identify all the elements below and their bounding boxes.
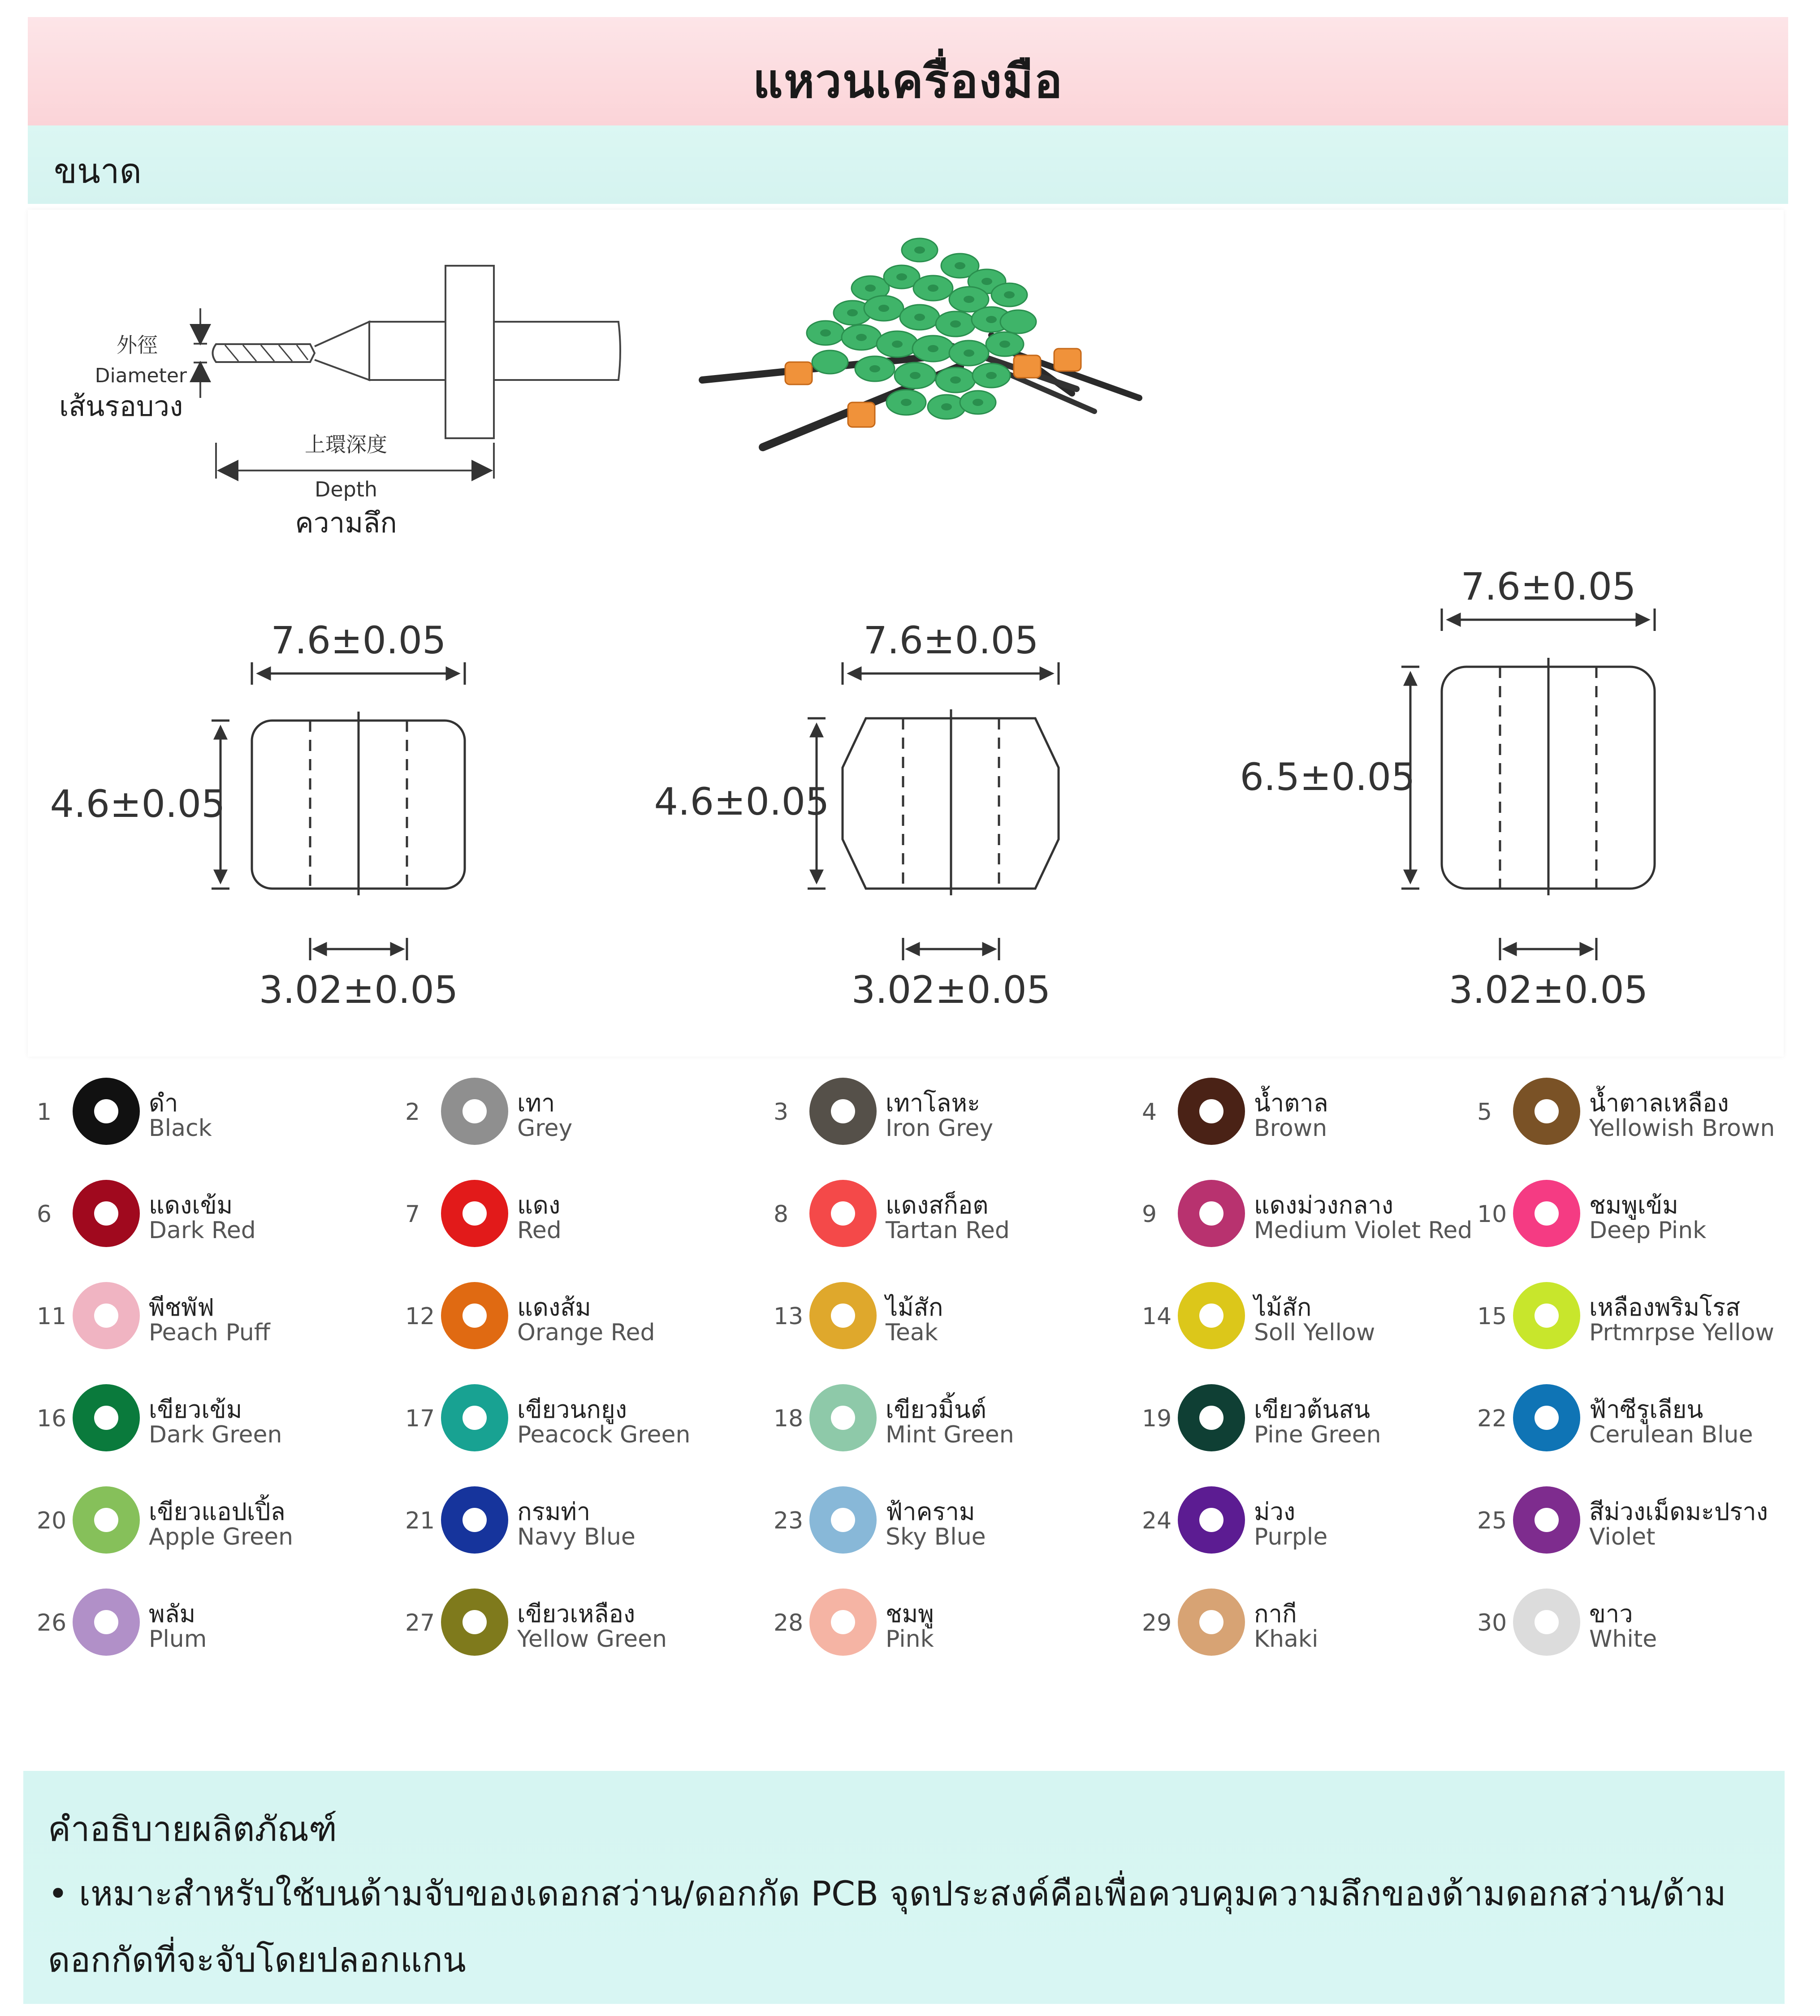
color-swatch-item bbox=[396, 1271, 764, 1360]
swatch-thai-name: ชมพูเข้ม bbox=[1589, 1191, 1678, 1219]
swatch-number: 1 bbox=[37, 1099, 52, 1126]
diameter-cn-label: 外徑 bbox=[117, 333, 158, 357]
drill-flute-shape bbox=[213, 344, 315, 362]
color-ring-icon bbox=[73, 1384, 140, 1451]
color-ring-icon bbox=[441, 1180, 508, 1247]
swatch-english-name: Soll Yellow bbox=[1254, 1319, 1375, 1346]
swatch-number: 4 bbox=[1142, 1099, 1157, 1126]
color-swatch-item bbox=[1468, 1066, 1820, 1156]
swatch-thai-name: น้ำตาล bbox=[1254, 1089, 1328, 1117]
swatch-thai-name: พีชพัฟ bbox=[149, 1293, 215, 1321]
profile-3-bore-label: 3.02±0.05 bbox=[1448, 968, 1648, 1012]
ring-hole bbox=[1535, 1099, 1559, 1123]
color-swatch-item bbox=[765, 1169, 1132, 1258]
swatch-number: 25 bbox=[1477, 1507, 1507, 1534]
swatch-thai-name: กากี bbox=[1254, 1600, 1297, 1628]
color-swatch-item bbox=[28, 1271, 395, 1360]
page-title: แหวนเครื่องมือ bbox=[752, 54, 1063, 108]
color-swatch-item bbox=[28, 1373, 395, 1463]
color-swatch-item bbox=[396, 1475, 764, 1565]
diameter-th-label: เส้นรอบวง bbox=[59, 390, 183, 423]
swatch-number: 6 bbox=[37, 1201, 52, 1228]
drill-ring bbox=[445, 266, 494, 438]
swatch-english-name: Dark Red bbox=[149, 1217, 256, 1244]
color-swatch-item bbox=[765, 1577, 1132, 1667]
profile-3-width-label: 7.6±0.05 bbox=[1461, 565, 1636, 609]
swatch-thai-name: แดงเข้ม bbox=[149, 1191, 233, 1219]
color-ring-icon bbox=[809, 1589, 877, 1656]
ring-hole bbox=[94, 1304, 118, 1328]
color-ring-icon bbox=[1178, 1486, 1245, 1554]
ring-hole bbox=[463, 1201, 487, 1226]
color-ring-icon bbox=[73, 1486, 140, 1554]
ring-hole bbox=[94, 1406, 118, 1430]
ring-hole bbox=[94, 1099, 118, 1123]
swatch-english-name: Dark Green bbox=[149, 1421, 282, 1448]
ring-hole bbox=[94, 1610, 118, 1634]
color-swatch-item bbox=[765, 1271, 1132, 1360]
ring-hole bbox=[831, 1508, 855, 1532]
swatch-thai-name: เทาโลหะ bbox=[886, 1089, 981, 1117]
ring-hole bbox=[1199, 1099, 1223, 1123]
swatch-english-name: Plum bbox=[149, 1626, 207, 1653]
swatch-thai-name: เขียวเหลือง bbox=[517, 1600, 635, 1628]
drill-taper bbox=[315, 322, 369, 380]
profile-2-height-label: 4.6±0.05 bbox=[654, 780, 830, 824]
color-swatch-item bbox=[1468, 1373, 1820, 1463]
ring-hole bbox=[831, 1610, 855, 1634]
ring-hole bbox=[463, 1304, 487, 1328]
color-swatch-item bbox=[1468, 1169, 1820, 1258]
color-ring-icon bbox=[1513, 1384, 1580, 1451]
swatch-english-name: Peach Puff bbox=[149, 1319, 270, 1346]
depth-th-label: ความลึก bbox=[295, 506, 397, 539]
color-swatch-grid bbox=[28, 1066, 1788, 1739]
ring-hole bbox=[463, 1099, 487, 1123]
color-swatch-item bbox=[396, 1373, 764, 1463]
color-swatch-item bbox=[28, 1169, 395, 1258]
ring-hole bbox=[831, 1304, 855, 1328]
color-ring-icon bbox=[441, 1486, 508, 1554]
swatch-number: 29 bbox=[1142, 1610, 1172, 1636]
color-swatch-item bbox=[1133, 1475, 1500, 1565]
color-ring-icon bbox=[809, 1486, 877, 1554]
swatch-number: 20 bbox=[37, 1507, 67, 1534]
swatch-english-name: Orange Red bbox=[517, 1319, 655, 1346]
swatch-number: 24 bbox=[1142, 1507, 1172, 1534]
color-ring-icon bbox=[1513, 1589, 1580, 1656]
swatch-english-name: Grey bbox=[517, 1115, 573, 1142]
description-body: • เหมาะสำหรับใช้บนด้ามจับของเดอกสว่าน/ดอกกัด PCB จุดประสงค์คือเพื่อควบคุมความลึกของด้ามดอกสว่าน/ด้ามดอกกัดที่จะจับโดยปลอกแกน bbox=[48, 1874, 1726, 1980]
color-ring-icon bbox=[73, 1282, 140, 1349]
swatch-english-name: Teak bbox=[886, 1319, 938, 1346]
profile-3-height-label: 6.5±0.05 bbox=[1240, 755, 1415, 799]
photo-orange-ring-1 bbox=[785, 362, 812, 384]
profile-1-width-label: 7.6±0.05 bbox=[271, 618, 446, 662]
swatch-number: 14 bbox=[1142, 1303, 1172, 1330]
color-ring-icon bbox=[441, 1282, 508, 1349]
swatch-thai-name: เขียวเข้ม bbox=[149, 1395, 242, 1424]
ring-hole bbox=[463, 1508, 487, 1532]
swatch-number: 2 bbox=[405, 1099, 420, 1126]
color-ring-icon bbox=[1178, 1589, 1245, 1656]
swatch-english-name: Brown bbox=[1254, 1115, 1327, 1142]
ring-hole bbox=[1535, 1508, 1559, 1532]
ring-hole bbox=[1535, 1610, 1559, 1634]
ring-profile-2 bbox=[808, 662, 1059, 960]
swatch-thai-name: แดงสก็อต bbox=[886, 1191, 989, 1219]
swatch-number: 5 bbox=[1477, 1099, 1492, 1126]
swatch-thai-name: ฟ้าซีรูเลียน bbox=[1589, 1395, 1703, 1424]
color-swatch-item bbox=[765, 1066, 1132, 1156]
color-ring-icon bbox=[1513, 1486, 1580, 1554]
swatch-thai-name: น้ำตาลเหลือง bbox=[1589, 1089, 1729, 1117]
color-ring-icon bbox=[809, 1384, 877, 1451]
color-swatch-item bbox=[1133, 1373, 1500, 1463]
color-ring-icon bbox=[1178, 1078, 1245, 1145]
color-ring-icon bbox=[441, 1589, 508, 1656]
color-swatch-item bbox=[28, 1475, 395, 1565]
swatch-thai-name: เหลืองพริมโรส bbox=[1589, 1293, 1741, 1321]
ring-hole bbox=[94, 1508, 118, 1532]
swatch-thai-name: สีม่วงเม็ดมะปราง bbox=[1589, 1498, 1768, 1526]
swatch-thai-name: ฟ้าคราม bbox=[886, 1498, 975, 1526]
color-ring-icon bbox=[441, 1078, 508, 1145]
ring-hole bbox=[94, 1201, 118, 1226]
swatch-thai-name: ขาว bbox=[1589, 1600, 1633, 1628]
swatch-thai-name: พลัม bbox=[149, 1600, 196, 1628]
color-ring-icon bbox=[1178, 1384, 1245, 1451]
color-swatch-item bbox=[1468, 1271, 1820, 1360]
swatch-english-name: Tartan Red bbox=[886, 1217, 1010, 1244]
profile-1-height-label: 4.6±0.05 bbox=[50, 782, 225, 826]
ring-hole bbox=[1535, 1304, 1559, 1328]
ring-hole bbox=[463, 1610, 487, 1634]
drill-flute-lines bbox=[225, 345, 308, 361]
product-description bbox=[23, 1771, 1785, 2004]
swatch-thai-name: เทา bbox=[517, 1089, 555, 1117]
color-swatch-item bbox=[28, 1066, 395, 1156]
swatch-number: 19 bbox=[1142, 1405, 1172, 1432]
color-swatch-item bbox=[396, 1169, 764, 1258]
color-ring-icon bbox=[73, 1078, 140, 1145]
swatch-thai-name: ดำ bbox=[149, 1089, 178, 1117]
ring-hole bbox=[831, 1406, 855, 1430]
ring-profile-3 bbox=[1401, 609, 1655, 960]
swatch-english-name: White bbox=[1589, 1626, 1657, 1653]
photo-orange-ring-4 bbox=[1054, 349, 1081, 371]
swatch-english-name: Purple bbox=[1254, 1524, 1328, 1550]
color-swatch-item bbox=[1133, 1271, 1500, 1360]
swatch-thai-name: เขียวนกยูง bbox=[517, 1395, 627, 1424]
swatch-thai-name: ม่วง bbox=[1254, 1498, 1296, 1526]
profile-2-bore-label: 3.02±0.05 bbox=[851, 968, 1051, 1012]
swatch-number: 12 bbox=[405, 1303, 435, 1330]
color-ring-icon bbox=[1513, 1180, 1580, 1247]
swatch-thai-name: แดงม่วงกลาง bbox=[1254, 1191, 1394, 1219]
swatch-number: 15 bbox=[1477, 1303, 1507, 1330]
swatch-english-name: Violet bbox=[1589, 1524, 1656, 1550]
swatch-thai-name: เขียวแอปเปิ้ล bbox=[149, 1498, 285, 1526]
color-ring-icon bbox=[1513, 1282, 1580, 1349]
swatch-number: 28 bbox=[774, 1610, 804, 1636]
swatch-number: 3 bbox=[774, 1099, 789, 1126]
ring-hole bbox=[1535, 1201, 1559, 1226]
drill-shank-left bbox=[369, 322, 445, 380]
swatch-number: 16 bbox=[37, 1405, 67, 1432]
swatch-english-name: Sky Blue bbox=[886, 1524, 986, 1550]
ring-hole bbox=[831, 1201, 855, 1226]
swatch-number: 27 bbox=[405, 1610, 435, 1636]
color-swatch-item bbox=[1468, 1577, 1820, 1667]
color-ring-icon bbox=[73, 1589, 140, 1656]
swatch-english-name: Red bbox=[517, 1217, 562, 1244]
swatch-english-name: Black bbox=[149, 1115, 212, 1142]
swatch-english-name: Pine Green bbox=[1254, 1421, 1381, 1448]
ring-hole bbox=[1199, 1610, 1223, 1634]
ring-profile-1 bbox=[212, 662, 465, 960]
photo-green-ring-pile bbox=[807, 238, 1036, 419]
color-ring-icon bbox=[441, 1384, 508, 1451]
swatch-english-name: Pink bbox=[886, 1626, 934, 1653]
ring-hole bbox=[1199, 1304, 1223, 1328]
swatch-thai-name: กรมท่า bbox=[517, 1498, 591, 1526]
color-swatch-item bbox=[1133, 1577, 1500, 1667]
color-swatch-item bbox=[396, 1577, 764, 1667]
swatch-english-name: Medium Violet Red bbox=[1254, 1217, 1473, 1244]
swatch-number: 11 bbox=[37, 1303, 67, 1330]
swatch-english-name: Apple Green bbox=[149, 1524, 294, 1550]
swatch-number: 8 bbox=[774, 1201, 789, 1228]
color-ring-icon bbox=[809, 1180, 877, 1247]
title-band bbox=[28, 17, 1788, 125]
drill-bit-diagram bbox=[194, 266, 620, 479]
color-swatch-item bbox=[1133, 1169, 1500, 1258]
profile-1-bore-label: 3.02±0.05 bbox=[259, 968, 458, 1012]
ring-hole bbox=[1199, 1508, 1223, 1532]
description-title: คำอธิบายผลิตภัณฑ์ bbox=[48, 1809, 337, 1849]
swatch-english-name: Deep Pink bbox=[1589, 1217, 1707, 1244]
color-swatch-item bbox=[1133, 1066, 1500, 1156]
swatch-number: 10 bbox=[1477, 1201, 1507, 1228]
swatch-number: 18 bbox=[774, 1405, 804, 1432]
swatch-english-name: Mint Green bbox=[886, 1421, 1014, 1448]
swatch-number: 21 bbox=[405, 1507, 435, 1534]
profile-2-width-label: 7.6±0.05 bbox=[863, 618, 1039, 662]
swatch-number: 9 bbox=[1142, 1201, 1157, 1228]
diagram-panel bbox=[28, 210, 1784, 1057]
swatch-number: 7 bbox=[405, 1201, 420, 1228]
swatch-thai-name: แดงส้ม bbox=[517, 1293, 591, 1321]
swatch-number: 17 bbox=[405, 1405, 435, 1432]
swatch-english-name: Yellowish Brown bbox=[1589, 1115, 1775, 1142]
ring-hole bbox=[1199, 1406, 1223, 1430]
ring-hole bbox=[1535, 1406, 1559, 1430]
diameter-en-label: Diameter bbox=[95, 364, 187, 387]
swatch-thai-name: ไม้สัก bbox=[1254, 1293, 1312, 1321]
size-label: ขนาด bbox=[54, 151, 142, 191]
photo-orange-ring-2 bbox=[848, 402, 875, 427]
color-ring-icon bbox=[1513, 1078, 1580, 1145]
color-ring-icon bbox=[809, 1078, 877, 1145]
swatch-thai-name: เขียวต้นสน bbox=[1254, 1395, 1370, 1424]
swatch-number: 22 bbox=[1477, 1405, 1507, 1432]
swatch-english-name: Prtmrpse Yellow bbox=[1589, 1319, 1774, 1346]
swatch-number: 13 bbox=[774, 1303, 804, 1330]
ring-hole bbox=[831, 1099, 855, 1123]
photo-orange-ring-3 bbox=[1014, 355, 1041, 378]
color-ring-icon bbox=[1178, 1180, 1245, 1247]
swatch-english-name: Cerulean Blue bbox=[1589, 1421, 1753, 1448]
swatch-english-name: Navy Blue bbox=[517, 1524, 635, 1550]
swatch-number: 26 bbox=[37, 1610, 67, 1636]
color-ring-icon bbox=[73, 1180, 140, 1247]
swatch-english-name: Iron Grey bbox=[886, 1115, 994, 1142]
swatch-english-name: Peacock Green bbox=[517, 1421, 691, 1448]
drill-shank-right bbox=[494, 322, 620, 380]
diagram-svg bbox=[28, 210, 1784, 1057]
product-photo bbox=[702, 238, 1139, 447]
color-ring-icon bbox=[1178, 1282, 1245, 1349]
swatch-thai-name: แดง bbox=[517, 1191, 561, 1219]
color-swatch-item bbox=[1468, 1475, 1820, 1565]
ring-hole bbox=[1199, 1201, 1223, 1226]
color-swatch-item bbox=[765, 1475, 1132, 1565]
color-swatch-item bbox=[28, 1577, 395, 1667]
swatch-thai-name: ชมพู bbox=[886, 1600, 934, 1628]
size-section-header bbox=[28, 125, 1788, 204]
swatch-english-name: Khaki bbox=[1254, 1626, 1319, 1653]
swatch-thai-name: ไม้สัก bbox=[886, 1293, 943, 1321]
swatch-number: 30 bbox=[1477, 1610, 1507, 1636]
swatch-thai-name: เขียวมิ้นต์ bbox=[886, 1395, 986, 1424]
ring-hole bbox=[463, 1406, 487, 1430]
swatch-number: 23 bbox=[774, 1507, 804, 1534]
depth-en-label: Depth bbox=[314, 477, 378, 501]
color-ring-icon bbox=[809, 1282, 877, 1349]
swatch-english-name: Yellow Green bbox=[517, 1626, 667, 1653]
depth-cn-label: 上環深度 bbox=[305, 432, 387, 457]
color-swatch-item bbox=[765, 1373, 1132, 1463]
color-swatch-item bbox=[396, 1066, 764, 1156]
